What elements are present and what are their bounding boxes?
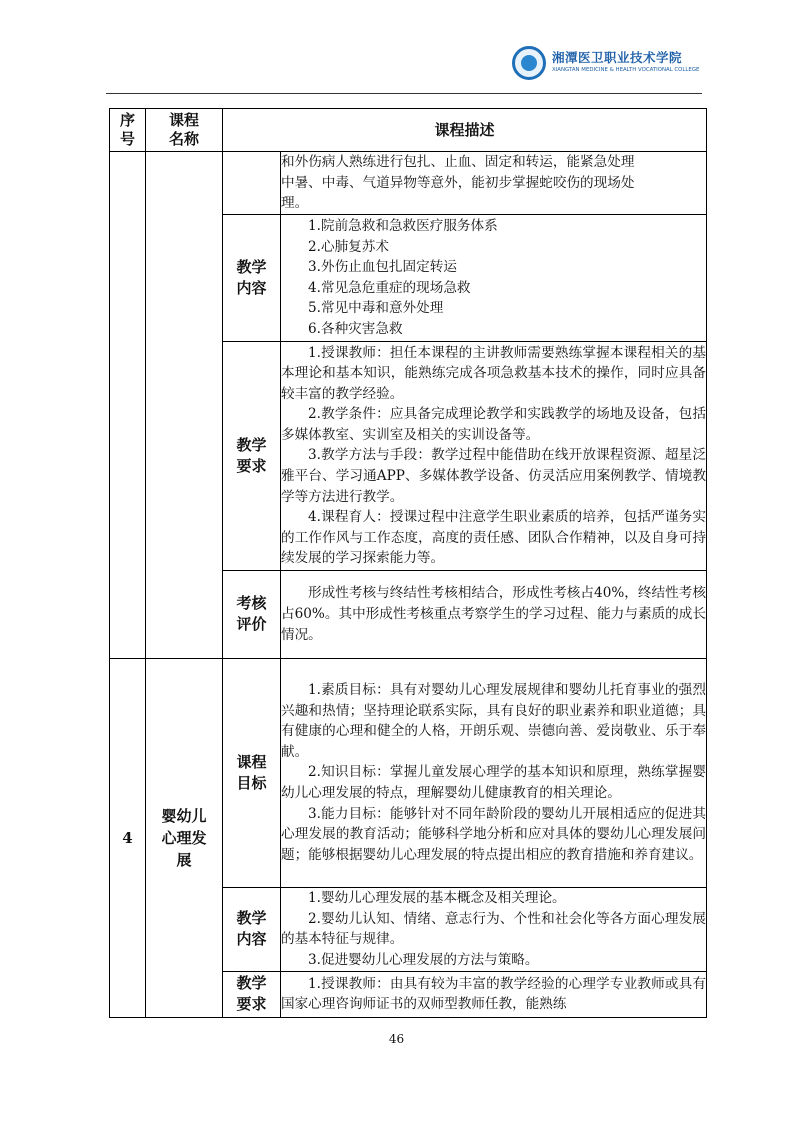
course3-content-text: 1.院前急救和急救医疗服务体系 2.心肺复苏术 3.外伤止血包扎固定转运 4.常见急危重症的现场急救 5.常见中毒和意外处理 6.各种灾害急救 <box>281 214 707 341</box>
course3-no-cell <box>110 152 146 659</box>
table-header-row <box>110 109 707 152</box>
course3-name-cell <box>146 152 223 659</box>
header-desc: 课程描述 <box>223 109 707 152</box>
course4-req-label: 教学 要求 <box>223 971 281 1017</box>
course4-goal-text: 1.素质目标：具有对婴幼儿心理发展规律和婴幼儿托育事业的强烈兴趣和热情；坚持理论联系实际，具有良好的职业素养和职业道德；具有健康的心理和健全的人格，开朗乐观、崇德向善、爱岗敬业、乐于奉献。 2.知识目标：掌握儿童发展心理学的基本知识和原理，熟练掌握婴幼儿心理发展的特点，理解婴幼儿健康教育的相关理论。 3.能力目标：能够针对不同年龄阶段的婴幼儿开展相适应的促进其心理发展的教育活动；能够科学地分析和应对具体的婴幼儿心理发展问题；能够根据婴幼儿心理发展的特点提出相应的教育措施和养育建议。 <box>281 658 707 887</box>
logo-english-name: XIANGTAN MEDICINE & HEALTH VOCATIONAL COLLEGE <box>552 67 700 73</box>
table-row <box>110 658 707 887</box>
page-number: 46 <box>388 1032 405 1046</box>
logo-chinese-name: 湘潭医卫职业技术学院 <box>552 50 683 65</box>
course4-name: 婴幼儿 心理发 展 <box>146 658 223 1017</box>
cont-goal-text: 和外伤病人熟练进行包扎、止血、固定和转运，能紧急处理 中暑、中毒、气道异物等意外，能初步掌握蛇咬伤的现场处 理。 <box>281 152 707 215</box>
course-table <box>109 108 707 1018</box>
college-logo <box>512 44 702 84</box>
header-rule <box>106 93 702 94</box>
course4-goal-label: 课程 目标 <box>223 658 281 887</box>
course3-eval-text: 形成性考核与终结性考核相结合，形成性考核占40%，终结性考核占60%。其中形成性考核重点考察学生的学习过程、能力与素质的成长情况。 <box>281 570 707 658</box>
course3-req-label: 教学 要求 <box>223 341 281 570</box>
table-row <box>110 152 707 215</box>
course3-req-text: 1.授课教师：担任本课程的主讲教师需要熟练掌握本课程相关的基本理论和基本知识，能熟练完成各项急救基本技术的操作，同时应具备较丰富的教学经验。 2.教学条件：应具备完成理论教学和实践教学的场地及设备，包括多媒体教室、实训室及相关的实训设备等。 3.教学方法与手段：教学过程中能借助在线开放课程资源、超星泛雅平台、学习通APP、多媒体教学设备、仿灵活应用案例教学、情境教学等方法进行教学。 4.课程育人：授课过程中注意学生职业素质的培养，包括严谨务实的工作作风与工作态度，高度的责任感、团队合作精神，以及自身可持续发展的学习探索能力等。 <box>281 341 707 570</box>
course3-eval-label: 考核 评价 <box>223 570 281 658</box>
course4-content-text: 1.婴幼儿心理发展的基本概念及相关理论。 2.婴幼儿认知、情绪、意志行为、个性和社会化等各方面心理发展的基本特征与规律。 3.促进婴幼儿心理发展的方法与策略。 <box>281 887 707 971</box>
course4-content-label: 教学 内容 <box>223 887 281 971</box>
college-emblem-icon <box>512 46 546 80</box>
cont-label-cell <box>223 152 281 215</box>
course4-req-text: 1.授课教师：由具有较为丰富的教学经验的心理学专业教师或具有国家心理咨询师证书的双师型教师任教，能熟练 <box>281 971 707 1017</box>
header-name: 课程 名称 <box>146 109 223 152</box>
course3-content-label: 教学 内容 <box>223 214 281 341</box>
header-no: 序 号 <box>110 109 146 152</box>
course4-no: 4 <box>110 658 146 1017</box>
